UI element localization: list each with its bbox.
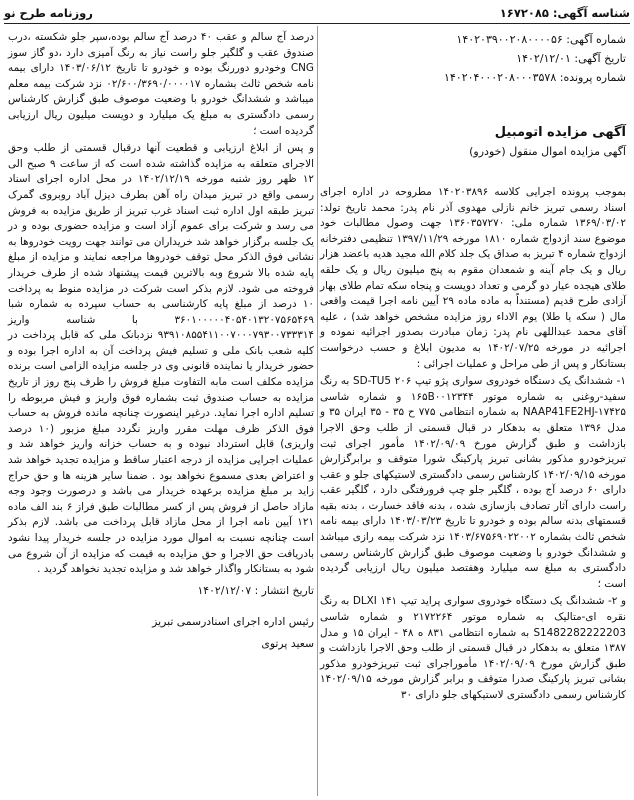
signature-office: رئیس اداره اجرای اسنادرسمی تبریز	[152, 614, 314, 628]
signature-name: سعید پرتوی	[261, 636, 314, 650]
notice-id: شناسه آگهی: ۱۶۷۲۰۸۵	[499, 6, 630, 20]
vehicle-two-paragraph: و ۲- ششدانگ یک دستگاه خودروی سواری پراید تیپ DLXI ۱۴۱ به رنگ نقره ای-متالیک به شماره موتور ۲۱۷۲۲۶۴ و شماره شاسی S1482282222203 به شماره انتظامی ۸۳۱ ه ۴۸ - ایران ۱۵ و مدل ۱۳۸۷ متعلق به بدهکار در قبال قسمتی از طلب وحق الاجرا بازداشت و طبق گزارش مورخ ۱۴۰۲/۰۹/۰۹ مأموراجرای ثبت تبریزخودرو مذکور بشانی تبریز پارکینگ صدرا متوقف و برابر گزارش مورخه ۱۴۰۲/۰۹/۱۵ کارشناس رسمی دادگستری لاستیکهای جلو دارای ۳۰	[320, 595, 626, 701]
vehicle-one-paragraph: ۱- ششدانگ یک دستگاه خودروی سواری پژو تیپ SD-TU5 ۲۰۶ به رنگ سفید-روغنی به شماره موتور ۱۶۵B۰۰۱۲۳۴۴ و شماره شاسی NAAP41FE2HJ-۱۷۴۲۵ به شماره انتظامی ۷۷۵ ح ۳۵ - ۳۵ ایران ۳۵ و مدل ۱۳۹۶ متعلق به بدهکار در قبال قسمتی از طلب وحق الاجرا بازداشت و طبق گزارش مورخ ۱۴۰۲/۰۹/۰۹ مأمور اجرای ثبت تبریزخودرو مذکور بشانی تبریز پارکینگ شورا متوقف و برابرگزارش مورخه ۱۴۰۲/۰۹/۱۵ کارشناس رسمی دادگستری لاستیکهای جلو و عقب دارای ۶۰ درصد آج بوده ، گلگیر جلو چپ فرورفتگی دارد ، گلگیر عقب راست دارای آثار تصادف بازسازی شده ، بدنه فاقد خسارت ، بدنه بقیه قسمتهای بدنه سالم بوده و خودرو تا تاریخ ۱۴۰۳/۰۳/۲۳ دارای بیمه نامه شخص ثالث بشماره ۱۴۰۳/۶۷۵۶۹۰۲۲۰۰۲ نزد شرکت بیمه رازی میباشد و ششدانگ خودرو با وضعیت موصوف طبق گزارش کارشناس رسمی دادگستری به مبلغ سه میلیارد وهفتصد میلیون ریال ارزیابی گردیده است ؛	[320, 375, 627, 590]
notice-subtitle: آگهی مزایده اموال منقول (خودرو)	[469, 145, 626, 158]
notice-identifiers	[320, 30, 626, 87]
notice-number: شماره آگهی: ۱۴۰۲۰۳۹۰۰۲۰۸۰۰۰۰۵۶	[456, 33, 626, 46]
publication-name: روزنامه طرح نو	[4, 6, 93, 20]
intro-paragraph: بموجب پرونده اجرایی کلاسه ۱۴۰۲۰۳۸۹۶ مطروحه در اداره اجرای اسناد رسمی تبریز خانم نازلی مهدوی آذر نام پدر: محمد تاریخ تولد: ۱۳۶۹/۰۳/۰۲ شماره ملی: ۱۳۶۰۳۵۷۲۷۰ جهت وصول مطالبات خود موضوع سند ازدواج شماره ۱۸۱۰ مورخه ۱۳۹۷/۱۱/۲۹ تنظیمی دفترخانه ازدواج شماره ۴ تبریز به صداق یک جلد کلام الله مجید هدیه باعضد هزار ریال و یک جام آینه و شمعدان مقوم به پنج میلیون ریال و یک حلقه طلای هیجده عیار دو گرمی و تعداد دویست و پنجاه سکه تمام طلای بهار آزادی طرح قدیم (مستنداً به ماده ماده ۲۹ آیین نامه اجرا قیمت واقعی مال ( سکه یا طلا) یوم الاداء روز مزایده مشخص خواهد شد) ، علیه آقای محمد عبداللهی نام پدر: زمان مبادرت بصدور اجرائیه نموده و اجرائیه در مورخه ۱۴۰۲/۰۷/۲۵ به مدیون ابلاغ و حسب درخواست بستانکار و پس از طی مراحل و عملیات اجرائی :	[320, 186, 627, 370]
right-column	[320, 30, 626, 796]
notice-title: آگهی مزایده اتومبیل	[494, 125, 626, 140]
case-number: شماره پرونده: ۱۴۰۲۰۴۰۰۰۲۰۸۰۰۰۳۵۷۸	[443, 71, 626, 84]
left-column	[8, 30, 314, 796]
header-strip	[4, 3, 630, 24]
column-divider	[317, 26, 318, 796]
publish-date: تاریخ انتشار : ۱۴۰۲/۱۲/۰۷	[197, 583, 314, 597]
notice-date: تاریخ آگهی: ۱۴۰۲/۱۲/۰۱	[516, 52, 626, 65]
vehicle-two-continued: درصد آج سالم و عقب ۴۰ درصد آج سالم بوده،سپر جلو شکسته ،درب صندوق عقب و گلگیر جلو راست نیاز به رنگ آمیزی دارد ،دو گاز سوز CNG وخودرو دوررنگ بوده و خودرو تا تاریخ ۱۴۰۳/۰۶/۱۲ دارای بیمه نامه شخص ثالث بشماره ۰۲/۶۰۰/۳۶۹۰/۰۰۰۰۱۷ نزد شرکت بیمه معلم میباشد و ششدانگ خودرو با وضعیت موصوف طبق گزارش کارشناس رسمی دادگستری به مبلغ یک میلیارد و دویست میلیون ریال ارزیابی گردیده است ؛	[8, 31, 314, 137]
auction-terms-paragraph: و پس از ابلاغ ارزیابی و قطعیت آنها درقبال قسمتی از طلب وحق الاجرای متعلقه به مزایده گذاشته شده است که از ساعت ۹ صبح الی ۱۲ ظهر روز شنبه مورخه ۱۴۰۲/۱۲/۱۹ در محل اداره اجرای اسناد رسمی واقع در تبریز میدان راه آهن بطرف دیزل آباد روبروی گمرک تبریز طبقه اول اداره ثبت اسناد غرب تبریز از طریق مزایده به فروش می رسد و شرکت برای عموم آزاد است و مزایده حضوری بوده و در یک جلسه برگزار خواهد شد خریداران می توانند جهت رویت خودروها به نشانی فوق الذکر محل توقف خودروها مراجعه نمایند و مزایده از مبلغ پایه شده بالا شروع وبه بالاترین قیمت پیشنهاد شده از طرف خریدار فروخته می شود. لازم بذکر است شرکت در مزایده منوط به پرداخت ۱۰ درصد از مبلغ پایه کارشناسی به حساب سپرده به شماره شبا ۳۶۰۱۰۰۰۰۰۴۰۵۴۰۱۳۲۰۷۵۶۵۴۶۹ با شناسه واریز ۹۳۹۱۰۸۵۵۴۱۱۰۰۷۰۰۰۷۹۳۰۰۷۳۳۳۱۴ نزدبانک ملی که قابل پرداخت در کلیه شعب بانک ملی و تسلیم فیش پرداخت آن به اداره اجرا بوده و حضور خریدار یا نماینده قانونی وی در جلسه مزایده الزامی است برنده مزایده مکلف است مابه التفاوت مبلغ فروش را ظرف پنج روز از تاریخ مزایده به حساب صندوق ثبت بشماره فوق واریز و فیش مربوطه را تسلیم اداره اجرا نماید. درغیر اینصورت چنانچه مانده فروش به حساب فوق الذکر ظرف مهلت مقرر واریز نگردد مبلغ مزبور (۱۰ درصد واریزی) قابل استرداد نبوده و به حساب خزانه واریز خواهد شد و عملیات اجرایی مزایده از درجه اعتبار ساقط و مزایده تجدید خواهد شد و اعتراض بعدی مسموع نخواهد بود . ضمنا سایر هزینه ها و حق حراج زاید بر مبلغ مزایده برعهده خریدار می باشد و درصورت وجود وجه مازاد حاصل از فروش پس از کسر مطالبات طبق فراز ۶ بند الف ماده ۱۲۱ آیین نامه اجرا از محل مازاد قابل پرداخت می باشد. لازم بذکر است چنانچه نسبت به اموال مورد مزایده در جلسه خریدار پیدا نشود بادریافت حق الاجرا و حق مزایده به قیمت که مزایده از آن شروع می شود به بستانکار واگذار خواهد شد و مزایده تجدید نخواهد گردید .	[8, 142, 314, 576]
signature-block	[8, 611, 314, 655]
